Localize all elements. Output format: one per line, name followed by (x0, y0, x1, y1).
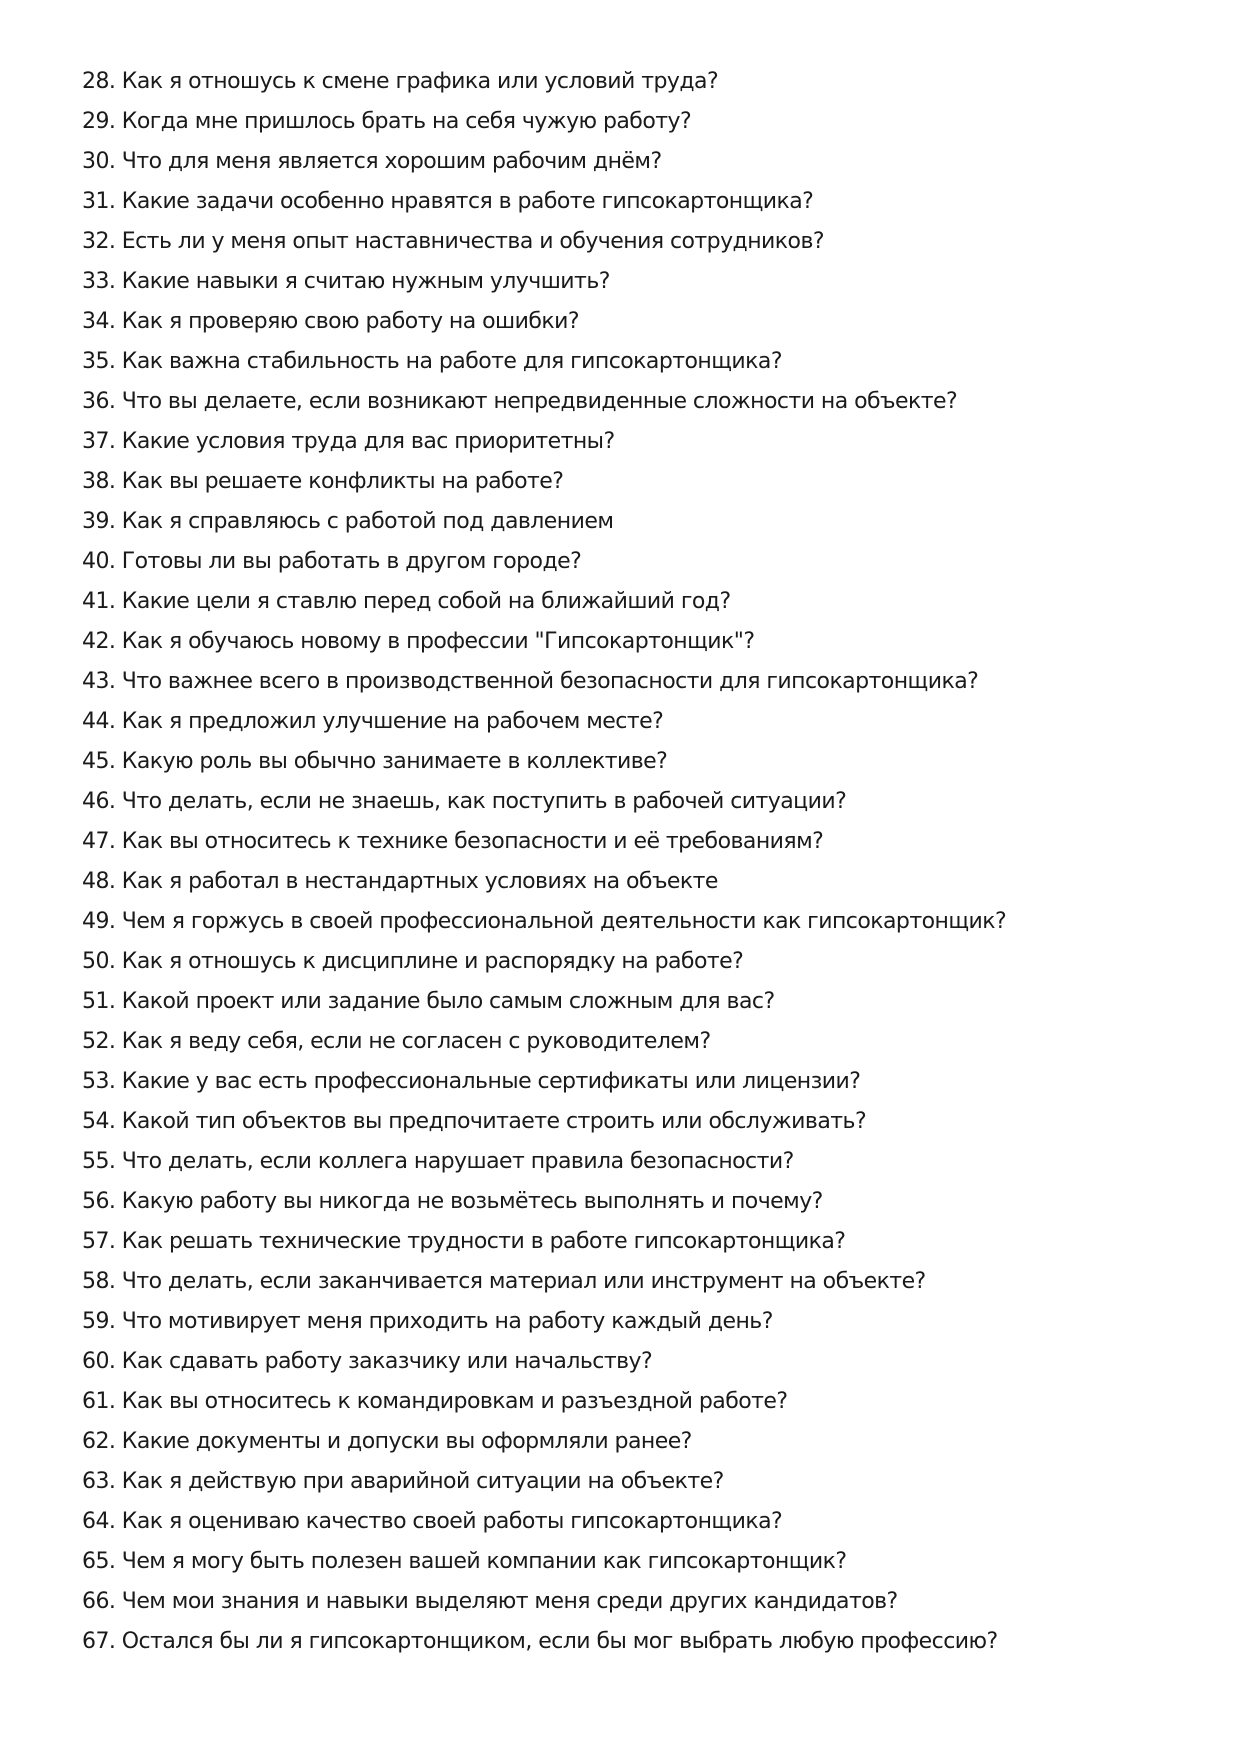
question-item: 34. Как я проверяю свою работу на ошибки? (82, 309, 579, 334)
question-item: 61. Как вы относитесь к командировкам и разъездной работе? (82, 1389, 788, 1414)
question-item: 31. Какие задачи особенно нравятся в работе гипсокартонщика? (82, 189, 814, 214)
question-item: 54. Какой тип объектов вы предпочитаете строить или обслуживать? (82, 1109, 867, 1134)
question-item: 58. Что делать, если заканчивается материал или инструмент на объекте? (82, 1269, 926, 1294)
question-item: 37. Какие условия труда для вас приоритетны? (82, 429, 615, 454)
question-item: 46. Что делать, если не знаешь, как поступить в рабочей ситуации? (82, 789, 847, 814)
question-item: 29. Когда мне пришлось брать на себя чужую работу? (82, 109, 692, 134)
question-item: 55. Что делать, если коллега нарушает правила безопасности? (82, 1149, 794, 1174)
question-item: 56. Какую работу вы никогда не возьмётесь выполнять и почему? (82, 1189, 823, 1214)
question-item: 35. Как важна стабильность на работе для гипсокартонщика? (82, 349, 782, 374)
question-item: 62. Какие документы и допуски вы оформляли ранее? (82, 1429, 692, 1454)
question-item: 49. Чем я горжусь в своей профессиональной деятельности как гипсокартонщик? (82, 909, 1007, 934)
question-item: 44. Как я предложил улучшение на рабочем месте? (82, 709, 664, 734)
question-item: 65. Чем я могу быть полезен вашей компании как гипсокартонщик? (82, 1549, 847, 1574)
question-item: 48. Как я работал в нестандартных условиях на объекте (82, 869, 718, 894)
question-item: 52. Как я веду себя, если не согласен с руководителем? (82, 1029, 711, 1054)
question-item: 67. Остался бы ли я гипсокартонщиком, если бы мог выбрать любую профессию? (82, 1629, 998, 1654)
question-item: 59. Что мотивирует меня приходить на работу каждый день? (82, 1309, 773, 1334)
question-item: 42. Как я обучаюсь новому в профессии "Гипсокартонщик"? (82, 629, 755, 654)
question-item: 36. Что вы делаете, если возникают непредвиденные сложности на объекте? (82, 389, 958, 414)
question-item: 51. Какой проект или задание было самым сложным для вас? (82, 989, 775, 1014)
question-item: 63. Как я действую при аварийной ситуации на объекте? (82, 1469, 724, 1494)
question-item: 45. Какую роль вы обычно занимаете в коллективе? (82, 749, 668, 774)
question-item: 38. Как вы решаете конфликты на работе? (82, 469, 564, 494)
question-item: 57. Как решать технические трудности в работе гипсокартонщика? (82, 1229, 846, 1254)
question-item: 39. Как я справляюсь с работой под давлением (82, 509, 614, 534)
question-item: 64. Как я оцениваю качество своей работы гипсокартонщика? (82, 1509, 783, 1534)
question-list (82, 62, 1202, 1662)
question-item: 50. Как я отношусь к дисциплине и распорядку на работе? (82, 949, 744, 974)
question-item: 28. Как я отношусь к смене графика или условий труда? (82, 69, 719, 94)
question-item: 43. Что важнее всего в производственной безопасности для гипсокартонщика? (82, 669, 979, 694)
question-item: 32. Есть ли у меня опыт наставничества и обучения сотрудников? (82, 229, 824, 254)
question-item: 40. Готовы ли вы работать в другом городе? (82, 549, 582, 574)
question-item: 30. Что для меня является хорошим рабочим днём? (82, 149, 662, 174)
question-item: 41. Какие цели я ставлю перед собой на ближайший год? (82, 589, 731, 614)
question-item: 53. Какие у вас есть профессиональные сертификаты или лицензии? (82, 1069, 861, 1094)
question-item: 47. Как вы относитесь к технике безопасности и её требованиям? (82, 829, 824, 854)
question-item: 33. Какие навыки я считаю нужным улучшить? (82, 269, 610, 294)
question-item: 60. Как сдавать работу заказчику или начальству? (82, 1349, 653, 1374)
question-item: 66. Чем мои знания и навыки выделяют меня среди других кандидатов? (82, 1589, 898, 1614)
